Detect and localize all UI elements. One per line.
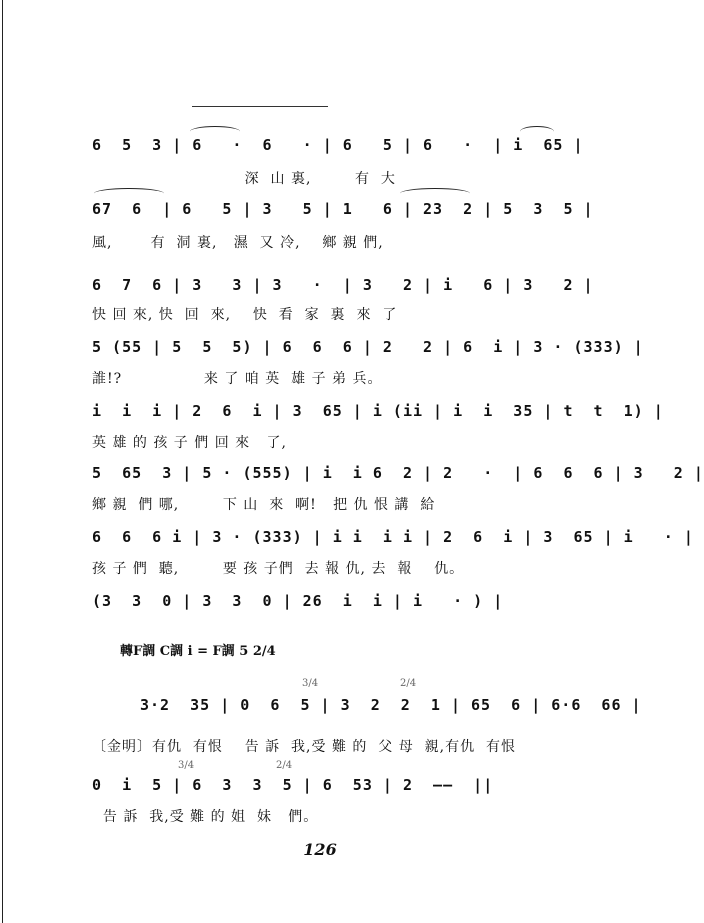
lyrics-line-9: 〔金明〕有仇 有恨 告 訴 我,受 難 的 父 母 親,有仇 有恨 [92, 739, 517, 755]
key-change-line: 轉F調 C調 i = F調 5 2/4 [120, 644, 276, 659]
notation-line-8: (3 3 0 | 3 3 0 | 26 i i | i · ) | [92, 592, 504, 610]
notation-line-3: 6 7 6 | 3 3 | 3 · | 3 2 | i 6 | 3 2 | [92, 276, 594, 294]
lyrics-line-10: 告 訴 我,受 難 的 姐 妹 們。 [92, 809, 319, 825]
notation-line-1: 6 5 3 | 6 · 6 · | 6 5 | 6 · | i 65 | [92, 136, 584, 154]
lyrics-line-6: 鄉 親 們 哪, 下 山 來 啊! 把 仇 恨 講 給 [92, 497, 436, 513]
notation-line-4: 5 (55 | 5 5 5) | 6 6 6 | 2 2 | 6 i | 3 · (333) | [92, 338, 644, 356]
phrase-mark [192, 106, 328, 107]
meter-mark: 3/4 [178, 760, 195, 771]
lyrics-line-4: 誰!? 来 了 咱 英 雄 子 弟 兵。 [92, 371, 383, 387]
notation-line-9: 3·2 35 | 0 6 5 | 3 2 2 1 | 65 6 | 6·6 66 | [140, 696, 642, 714]
notation-line-5: i i i | 2 6 i | 3 65 | i (ii | i i 35 | t t 1) | [92, 402, 664, 420]
meter-mark: 3/4 [302, 678, 319, 689]
notation-line-2: 67 6 | 6 5 | 3 5 | 1 6 | 23 2 | 5 3 5 | [92, 200, 594, 218]
lyrics-line-7: 孩 子 們 聽, 要 孩 子們 去 報 仇, 去 報 仇。 [92, 561, 465, 577]
meter-mark: 2/4 [276, 760, 293, 771]
notation-line-7: 6 6 6 i | 3 · (333) | i i i i | 2 6 i | 3 65 | i · | [92, 528, 694, 546]
lyrics-line-2: 風, 有 洞 裏, 濕 又 冷, 鄉 親 們, [92, 235, 384, 251]
notation-line-6: 5 65 3 | 5 · (555) | i i 6 2 | 2 · | 6 6 6 | 3 2 | [92, 464, 704, 482]
page-number: 126 [303, 840, 337, 859]
lyrics-line-1: 深 山 裏, 有 大 [92, 171, 396, 187]
notation-line-10: 0 i 5 | 6 3 3 5 | 6 53 | 2 —— || [92, 776, 494, 794]
meter-mark: 2/4 [400, 678, 417, 689]
lyrics-line-3: 快 回 來, 快 回 來, 快 看 家 裏 來 了 [92, 307, 398, 323]
lyrics-line-5: 英 雄 的 孩 子 們 回 來 了, [92, 435, 287, 451]
